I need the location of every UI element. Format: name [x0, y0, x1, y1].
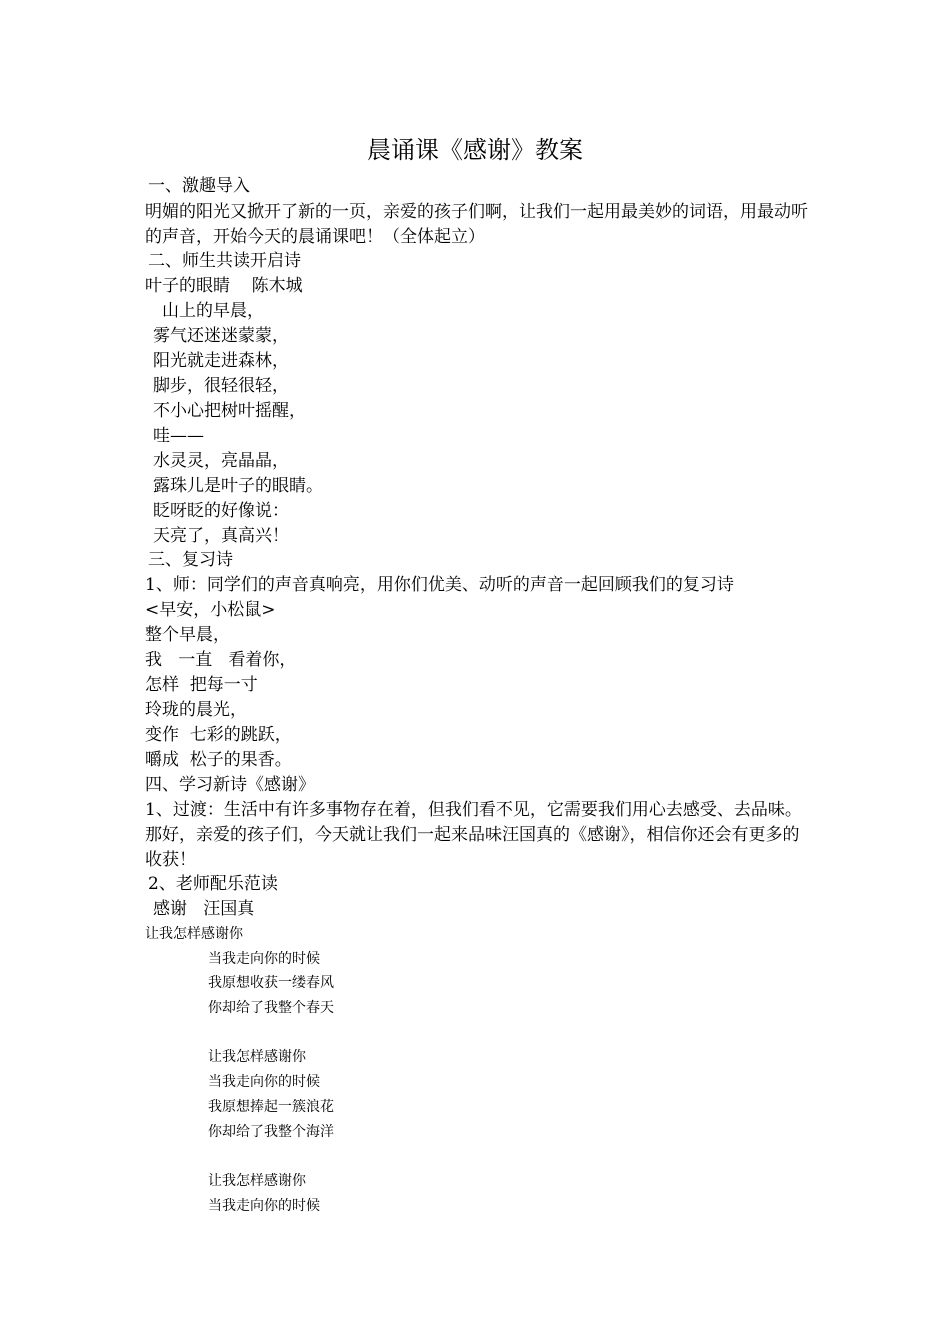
poem2-line: 嚼成 松子的果香。	[145, 750, 292, 770]
poem3-title: 感谢 汪国真	[153, 899, 255, 919]
poem3-line: 你却给了我整个海洋	[208, 1124, 334, 1140]
poem1-line: 眨呀眨的好像说：	[153, 501, 289, 521]
reading-step: 2、老师配乐范读	[148, 874, 278, 894]
poem1-line: 不小心把树叶摇醒，	[153, 401, 306, 421]
poem1-line: 露珠儿是叶子的眼睛。	[153, 476, 323, 496]
poem1-line: 脚步，很轻很轻，	[153, 376, 289, 396]
section-heading-3: 三、复习诗	[148, 550, 233, 570]
poem3-line: 让我怎样感谢你	[208, 1173, 306, 1189]
poem3-line: 让我怎样感谢你	[145, 926, 243, 942]
page-title: 晨诵课《感谢》教案	[367, 136, 583, 164]
intro-paragraph: 明媚的阳光又掀开了新的一页，亲爱的孩子们啊，让我们一起用最美妙的词语，用最动听的声音，开始今天的晨诵课吧！（全体起立）	[145, 202, 808, 247]
poem3-line: 当我走向你的时候	[208, 951, 320, 967]
poem1-line: 雾气还迷迷蒙蒙，	[153, 326, 289, 346]
poem1-line: 山上的早晨，	[162, 301, 264, 321]
poem1-line: 水灵灵，亮晶晶，	[153, 451, 289, 471]
poem2-line: 变作 七彩的跳跃，	[145, 725, 292, 745]
poem3-line: 当我走向你的时候	[208, 1198, 320, 1214]
poem3-line: 我原想收获一缕春风	[208, 975, 334, 991]
poem2-title: <早安，小松鼠>	[145, 600, 276, 620]
poem3-line: 你却给了我整个春天	[208, 1000, 334, 1016]
section-heading-4: 四、学习新诗《感谢》	[145, 775, 315, 795]
poem3-line: 让我怎样感谢你	[208, 1049, 306, 1065]
poem1-title: 叶子的眼睛 陈木城	[145, 276, 303, 296]
poem2-line: 玲珑的晨光，	[145, 700, 247, 720]
section-heading-1: 一、激趣导入	[148, 176, 250, 196]
poem3-line: 我原想捧起一簇浪花	[208, 1099, 334, 1115]
poem3-line: 当我走向你的时候	[208, 1074, 320, 1090]
poem1-line: 哇——	[153, 426, 204, 446]
transition-paragraph: 1、过渡：生活中有许多事物存在着，但我们看不见，它需要我们用心去感受、去品味。那好，亲爱的孩子们，今天就让我们一起来品味汪国真的《感谢》，相信你还会有更多的收获！	[145, 800, 802, 870]
section-heading-2: 二、师生共读开启诗	[148, 251, 301, 271]
poem1-line: 阳光就走进森林，	[153, 351, 289, 371]
poem2-line: 我 一直 看着你，	[145, 650, 297, 670]
poem2-line: 怎样 把每一寸	[145, 675, 258, 695]
poem1-line: 天亮了，真高兴！	[153, 526, 289, 546]
review-instruction: 1、师：同学们的声音真响亮，用你们优美、动听的声音一起回顾我们的复习诗	[145, 575, 734, 595]
poem2-line: 整个早晨，	[145, 625, 230, 645]
